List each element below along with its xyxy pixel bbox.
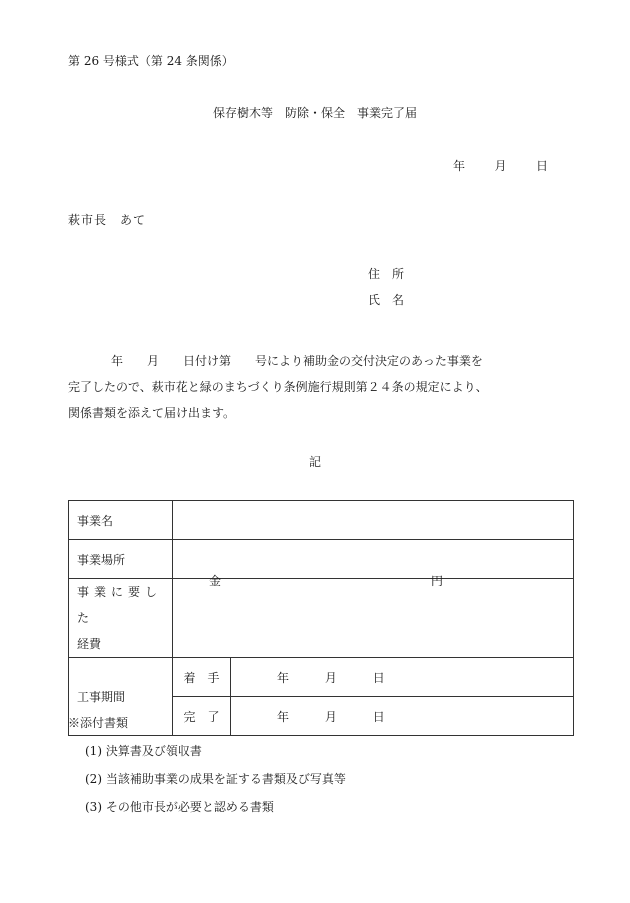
cost-row [69,579,574,658]
project-name-value[interactable] [173,501,574,540]
project-name-label: 事業名 [69,501,173,540]
body-text [68,348,568,426]
project-location-row [69,540,574,579]
attachment-item: (2) 当該補助事業の成果を証する書類及び写真等 [85,772,346,786]
period-label: 工事期間 [69,658,173,736]
date-month-label: 月 [494,159,507,173]
body-line-1: 年 月 日付け第 号により補助金の交付決定のあった事業を [111,354,483,368]
date-day-label: 日 [535,159,548,173]
period-start-label: 着 手 [173,658,231,697]
start-day-label: 日 [372,670,385,685]
project-location-label: 事業場所 [69,540,173,579]
document-title: 保存樹木等 防除・保全 事業完了届 [212,106,417,120]
period-finish-date[interactable] [231,697,574,736]
attachments-heading: ※添付書類 [68,716,129,730]
details-table [68,500,574,736]
applicant-name-label: 氏 名 [368,293,405,307]
period-start-row [69,658,574,697]
finish-month-label: 月 [324,709,337,724]
ki-heading: 記 [308,455,321,469]
period-start-date[interactable] [231,658,574,697]
start-year-label: 年 [277,670,290,685]
start-month-label: 月 [324,670,337,685]
finish-year-label: 年 [277,709,290,724]
cost-label-line-2: 経費 [77,637,102,651]
attachment-item: (3) その他市長が必要と認める書類 [85,800,274,814]
cost-label-line-1: 事業に要した [77,585,163,625]
cost-value[interactable] [173,574,574,658]
body-line-3: 関係書類を添えて届け出ます。 [68,406,236,420]
date-line [453,160,548,172]
recipient: 萩市長 あて [68,213,147,227]
applicant-address-label: 住 所 [368,267,405,281]
project-location-value[interactable] [173,540,574,579]
finish-day-label: 日 [372,709,385,724]
cost-label [69,579,173,658]
attachment-item: (1) 決算書及び領収書 [85,744,202,758]
cost-suffix: 円 [431,574,444,588]
project-name-row [69,501,574,540]
form-number: 第 26 号様式（第 24 条関係） [68,54,234,68]
period-finish-label: 完 了 [173,697,231,736]
body-line-2: 完了したので、萩市花と緑のまちづくり条例施行規則第２４条の規定により、 [68,380,488,394]
date-year-label: 年 [453,159,466,173]
cost-prefix: 金 [209,574,222,588]
